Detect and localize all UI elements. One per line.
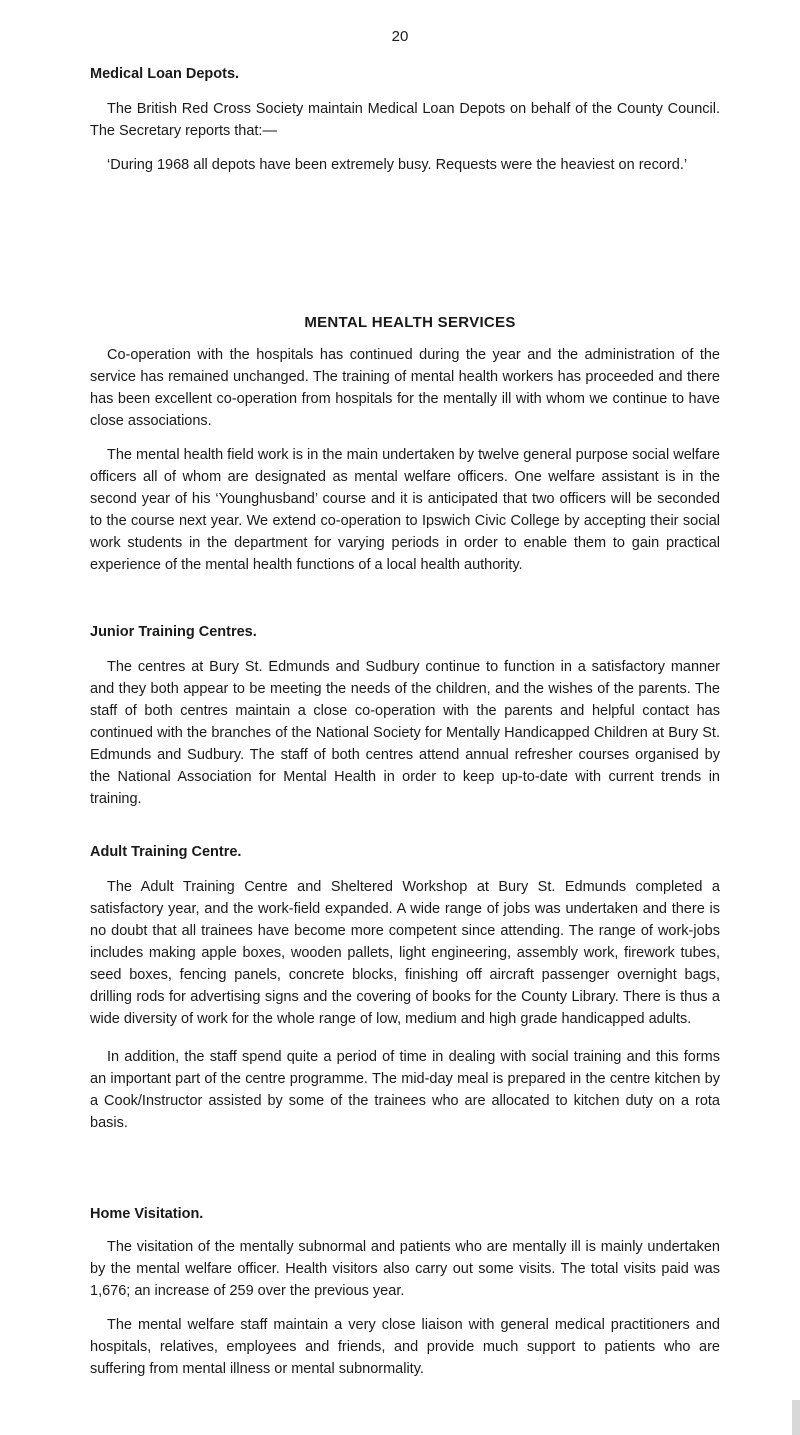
paragraph-home-visitation-2: The mental welfare staff maintain a very close liaison with general medical practitioners and hospitals, relatives, employees and friends, and provide much support to patients who are suffering from mental illness or mental subnormality. [90, 1317, 720, 1377]
paragraph-junior-training-1: The centres at Bury St. Edmunds and Sudbury continue to function in a satisfactory manner and they both appear to be meeting the needs of the children, and the wishes of the parents. The staff of both centres maintain a close co-operation with the parents and helpful contact has continued with the branches of the National Society for Mentally Handicapped Children at Bury St. Edmunds and Sudbury. The staff of both centres attend annual refresher courses organised by the National Association for Mental Health in order to keep up-to-date with current trends in training. [90, 659, 720, 807]
paragraph-adult-training-2: In addition, the staff spend quite a period of time in dealing with social training and this forms an important part of the centre programme. The mid-day meal is prepared in the centre kitchen by a Cook/Instructor assisted by some of the trainees who are allocated to kitchen duty on a rota basis. [90, 1049, 720, 1131]
paragraph-mental-health-1: Co-operation with the hospitals has continued during the year and the administration of the service has remained unchanged. The training of mental health workers has proceeded and there has been excellent co-operation from hospitals for the mentally ill with whom we continue to have close associations. [90, 347, 720, 429]
page-number: 20 [391, 28, 409, 45]
paragraph-home-visitation-1: The visitation of the mentally subnormal and patients who are mentally ill is mainly undertaken by the mental welfare officer. Health visitors also carry out some visits. The total visits paid was 1,676; an increase of 259 over the previous year. [90, 1239, 720, 1299]
paragraph-medical-loan-2: ‘During 1968 all depots have been extremely busy. Requests were the heaviest on record.’ [107, 157, 688, 173]
paragraph-mental-health-2: The mental health field work is in the main undertaken by twelve general purpose social welfare officers all of whom are designated as mental welfare officers. One welfare assistant is in the second year of his ‘Younghusband’ course and it is anticipated that two officers will be seconded to the course next year. We extend co-operation to Ipswich Civic College by accepting their social work students in the department for varying periods in order to enable them to gain practical experience of the mental health functions of a local health authority. [90, 447, 720, 573]
section-heading-adult-training-centre: Adult Training Centre. [90, 844, 242, 860]
section-heading-medical-loan-depots: Medical Loan Depots. [90, 66, 240, 82]
section-heading-junior-training-centres: Junior Training Centres. [90, 624, 257, 640]
paragraph-medical-loan-1: The British Red Cross Society maintain Medical Loan Depots on behalf of the County Council. The Secretary reports that:— [90, 101, 720, 139]
paragraph-adult-training-1: The Adult Training Centre and Sheltered Workshop at Bury St. Edmunds completed a satisfactory year, and the work-field expanded. A wide range of jobs was undertaken and there is no doubt that all trainees have become more competent since attending. The range of work-jobs includes making apple boxes, wooden pallets, light engineering, assembly work, firework tubes, seed boxes, fencing panels, concrete blocks, finishing off aircraft passenger overnight bags, drilling rods for advertising signs and the covering of books for the County Library. There is thus a wide diversity of work for the whole range of low, medium and high grade handicapped adults. [90, 879, 720, 1027]
section-heading-home-visitation: Home Visitation. [90, 1206, 204, 1222]
page-edge-shadow [792, 1400, 800, 1435]
section-heading-mental-health-services: MENTAL HEALTH SERVICES [304, 314, 516, 331]
